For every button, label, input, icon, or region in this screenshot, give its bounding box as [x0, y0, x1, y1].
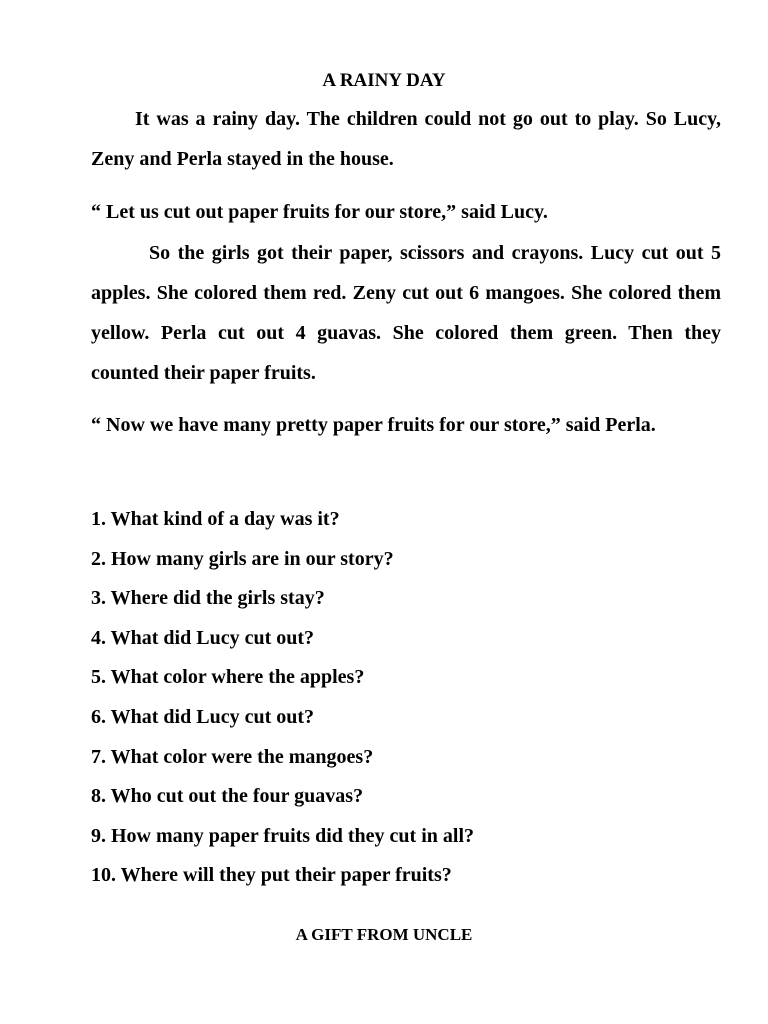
- question-list: [91, 500, 721, 896]
- next-story-title: A GIFT FROM UNCLE: [295, 925, 473, 944]
- story-title: A RAINY DAY: [322, 70, 446, 91]
- question-item: 1. What kind of a day was it?: [91, 508, 340, 530]
- story-paragraph: “ Now we have many pretty paper fruits for our store,” said Perla.: [91, 414, 656, 436]
- question-item: 10. Where will they put their paper fruits?: [91, 864, 452, 887]
- story-paragraph: It was a rainy day. The children could not go out to play. So Lucy, Zeny and Perla stayed in the house.: [91, 108, 721, 170]
- question-item: 6. What did Lucy cut out?: [91, 705, 315, 728]
- story-paragraph: So the girls got their paper, scissors and crayons. Lucy cut out 5 apples. She colored them red. Zeny cut out 6 mangoes. She colored them yellow. Perla cut out 4 guavas. She colored them green. Then they counted their paper fruits.: [91, 242, 721, 384]
- story-paragraph: “ Let us cut out paper fruits for our store,” said Lucy.: [91, 201, 548, 223]
- question-item: 3. Where did the girls stay?: [91, 587, 325, 610]
- question-item: 4. What did Lucy cut out?: [91, 626, 315, 649]
- question-item: 9. How many paper fruits did they cut in all?: [91, 824, 474, 847]
- question-item: 8. Who cut out the four guavas?: [91, 785, 364, 808]
- question-item: 7. What color were the mangoes?: [91, 745, 374, 768]
- question-item: 2. How many girls are in our story?: [91, 547, 394, 570]
- question-item: 5. What color where the apples?: [91, 666, 365, 689]
